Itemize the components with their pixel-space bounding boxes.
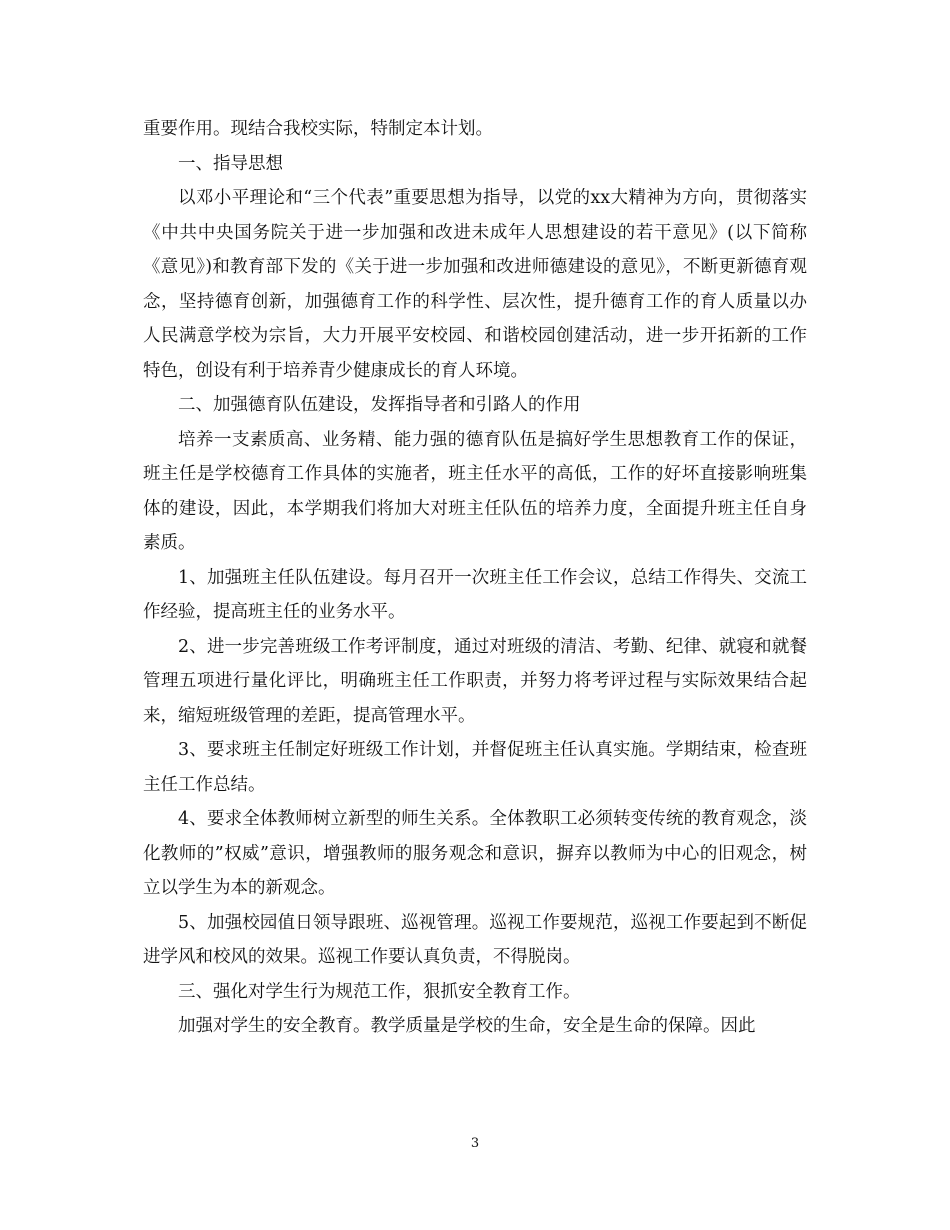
- document-body: [143, 112, 807, 1044]
- list-item-5: 5、加强校园值日领导跟班、巡视管理。巡视工作要规范，巡视工作要起到不断促进学风和校风的效果。巡视工作要认真负责，不得脱岗。: [143, 912, 807, 967]
- heading-guiding-ideology: 一、指导思想: [178, 153, 283, 174]
- page-number: 3: [470, 1136, 480, 1151]
- paragraph-safety-education: 加强对学生的安全教育。教学质量是学校的生命，安全是生命的保障。因此: [178, 1016, 756, 1036]
- list-item-4: 4、要求全体教师树立新型的师生关系。全体教职工必须转变传统的教育观念，淡化教师的”权威”意识，增强教师的服务观念和意识，摒弃以教师为中心的旧观念，树立以学生为本的新观念。: [143, 809, 807, 898]
- heading-student-conduct: 三、强化对学生行为规范工作，狠抓安全教育工作。: [178, 981, 581, 1002]
- paragraph-team-building: 培养一支素质高、业务精、能力强的德育队伍是搞好学生思想教育工作的保证，班主任是学校德育工作具体的实施者，班主任水平的高低，工作的好坏直接影响班集体的建设，因此，本学期我们将加大对班主任队伍的培养力度，全面提升班主任自身素质。: [143, 429, 807, 553]
- paragraph-continuation: 重要作用。现结合我校实际，特制定本计划。: [143, 119, 493, 139]
- paragraph-guiding-ideology: 以邓小平理论和“三个代表”重要思想为指导，以党的xx大精神为方向，贯彻落实《中共中央国务院关于进一步加强和改进未成年人思想建设的若干意见》(以下简称《意见》)和教育部下发的《关于进一步加强和改进师德建设的意见》，不断更新德育观念，坚持德育创新，加强德育工作的科学性、层次性，提升德育工作的育人质量以办人民满意学校为宗旨，大力开展平安校园、和谐校园创建活动，进一步开拓新的工作特色，创设有利于培养青少健康成长的育人环境。: [143, 188, 807, 381]
- heading-team-building: 二、加强德育队伍建设，发挥指导者和引路人的作用: [178, 395, 581, 415]
- list-item-3: 3、要求班主任制定好班级工作计划，并督促班主任认真实施。学期结束，检查班主任工作总结。: [143, 740, 807, 795]
- list-item-1: 1、加强班主任队伍建设。每月召开一次班主任工作会议，总结工作得失、交流工作经验，提高班主任的业务水平。: [143, 567, 807, 622]
- list-item-2: 2、进一步完善班级工作考评制度，通过对班级的清洁、考勤、纪律、就寝和就餐管理五项进行量化评比，明确班主任工作职责，并努力将考评过程与实际效果结合起来，缩短班级管理的差距，提高管理水平。: [143, 636, 807, 726]
